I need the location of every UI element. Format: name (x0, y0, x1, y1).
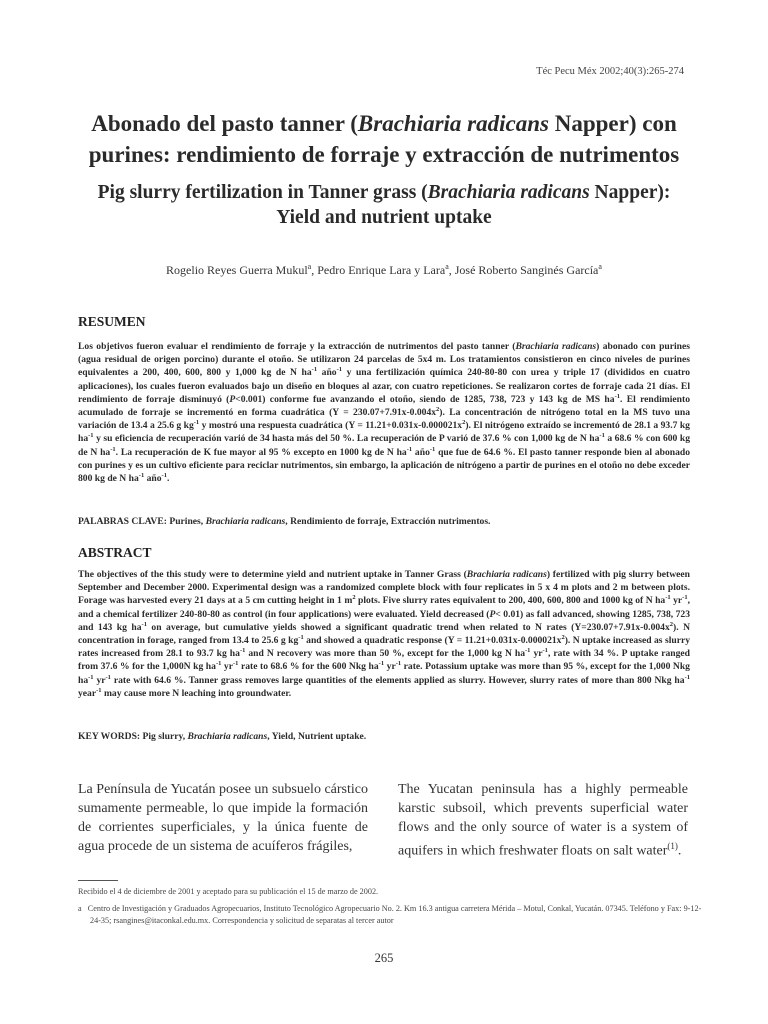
keywords-spanish: PALABRAS CLAVE: Purines, Brachiaria radicans, Rendimiento de forraje, Extracción nutrimentos. (78, 516, 491, 527)
author-list (60, 262, 708, 278)
title-en-part: Napper): Yield and nutrient uptake (276, 182, 671, 228)
author-3: José Roberto Sanginés García (454, 263, 599, 277)
title-es-species: Brachiaria radicans (357, 111, 549, 136)
title-english (80, 180, 688, 230)
affiliation-footnote: a Centro de Investigación y Graduados Agropecuarios, Instituto Tecnológico Agropecuario No. 2. Km 16.3 antigua carretera Mérida – Motul, Conkal, Yucatán. 07345. Teléfono y Fax: 9-12-24-35; rsangines@itaconkal.edu.mx. Correspondencia y solicitud de separatas al tercer autor (78, 904, 702, 925)
abstract-text: The objectives of the this study were to determine yield and nutrient uptake in Tanner Grass (Brachiaria radicans) fertilized with pig slurry between September and December 2000. Experimental design was a randomized complete block with four replicates in 5 x 4 m plots and 2 m between plots. Forage was harvested every 21 days at a 5 cm cutting height in 1 $m^2$ plots. Five slurry rates equivalent to 200, 400, 600, 800 and 1000 kg of N $ha^{-1}$ $yr^{-1}$, and a chemical fertilizer 240-80-80 as control (in four applications) were evaluated. Yield decreased (P< 0.01) as fall advanced, showing 1285, 738, 723 and 143 kg $ha^{-1}$ on average, but cumulative yields showed a significant quadratic trend when related to N rates $(Y=230.07+7.91x-0.004x^2)$. N concentration in forage, ranged from 13.4 to 25.6 g $kg^{-1}$ and showed a quadratic response $(Y = 11.21+0.031x-0.000021x^2)$. N uptake increased as slurry rates increased from 28.1 to 93.7 kg $ha^{-1}$ and N recovery was more than 50 %, except for the 1,000 kg N $ha^{-1}$ $yr^{-1}$, rate with 34 %. P uptake ranged from 37.6 % for the 1,000N kg $ha^{-1}$ $yr^{-1}$ rate to 68.6 % for the 600 Nkg $ha^{-1}$ $yr^{-1}$ rate. Potassium uptake was more than 95 %, except for the 1,000 Nkg $ha^{-1}$ $yr^{-1}$ rate with 64.6 %. Tanner grass removes large quantities of the elements applied as slurry. However, slurry rates of more than 800 Nkg $ha^{-1}$ year$^{-1}$ may cause more N leaching into groundwater. (78, 569, 691, 699)
body-column-spanish: La Península de Yucatán posee un subsuelo cárstico sumamente permeable, lo que impide la formación de corrientes superficiales, y la única fuente de agua procede de un sistema de acuíferos frágiles, (78, 782, 368, 854)
resumen-heading: RESUMEN (78, 314, 146, 329)
title-en-species: Brachiaria radicans (427, 182, 590, 203)
page-number: 265 (374, 951, 394, 965)
resumen-text: Los objetivos fueron evaluar el rendimiento de forraje y la extracción de nutrimentos del pasto tanner (Brachiaria radicans) abonado con purines (agua residual de origen porcino) durante el otoño. Se utilizaron 24 parcelas de 5x4 m. Los tratamientos consistieron en cinco niveles de purines equivalentes a 200, 400, 600, 800 y 1,000 kg de N $ha^{-1}$ año$^{-1}$ y una fertilización química 240-80-80 con urea y triple 17 (divididos en cuatro aplicaciones), los cuales fueron evaluados bajo un diseño en bloques al azar, con cuatro repeticiones. Se realizaron cortes de forraje cada 21 días. El rendimiento de forraje disminuyó (P<0.001) conforme fue avanzando el otoño, siendo de 1285, 738, 723 y 143 kg de MS $ha^{-1}$. El rendimiento acumulado de forraje se incrementó en forma cuadrática $(Y = 230.07+7.91x-0.004x^2)$. La concentración de nitrógeno total en la MS tuvo una variación de 13.4 a 25.6 g $kg^{-1}$ y mostró una respuesta cuadrática $(Y = 11.21+0.031x-0.000021x^2)$. El nitrógeno extraído se incrementó de 28.1 a 93.7 kg $ha^{-1}$ y su eficiencia de recuperación varió de 34 hasta más del 50 %. La recuperación de P varió de 37.6 % con 1,000 kg de N $ha^{-1}$ a 68.6 % con 600 kg de N $ha^{-1}$. La recuperación de K fue mayor al 95 % excepto en 1000 kg de N $ha^{-1}$ año$^{-1}$ que fue de 64.6 %. El pasto tanner responde bien al abonado con purines y es un cultivo eficiente para reciclar nutrimentos, sin embargo, la aplicación de nitrógeno a partir de purines en el otoño no debe exceder 800 kg de N $ha^{-1}$ año$^{-1}$. (78, 341, 691, 485)
citation-ref: (1) (667, 841, 678, 851)
received-footnote: Recibido el 4 de diciembre de 2001 y aceptado para su publicación el 15 de marzo de 2002. (78, 887, 379, 896)
author-separator: , (311, 263, 318, 277)
affiliation-mark: a (445, 262, 449, 271)
keywords-english: KEY WORDS: Pig slurry, Brachiaria radicans, Yield, Nutrient uptake. (78, 731, 367, 742)
abstract-heading: ABSTRACT (78, 545, 152, 560)
body-column-english: The Yucatan peninsula has a highly permeable karstic subsoil, which prevents superficial water flows and the only source of water is a system of aquifers in which freshwater floats on salt water$^{(1)}$. (398, 782, 688, 859)
author-2: Pedro Enrique Lara y Lara (317, 263, 446, 277)
title-en-part: Pig slurry fertilization in Tanner grass ( (97, 182, 428, 203)
author-separator: , (448, 263, 455, 277)
title-es-part: Napper) con purines: rendimiento de forraje y extracción de nutrimentos (88, 111, 680, 167)
footnote-divider (78, 880, 118, 881)
affiliation-mark: a (307, 262, 312, 271)
title-es-part: Abonado del pasto tanner ( (91, 111, 358, 136)
journal-citation: Téc Pecu Méx 2002;40(3):265-274 (536, 66, 684, 77)
title-spanish (60, 108, 708, 170)
author-1: Rogelio Reyes Guerra Mukul (166, 263, 308, 277)
affiliation-mark: a (598, 262, 602, 271)
